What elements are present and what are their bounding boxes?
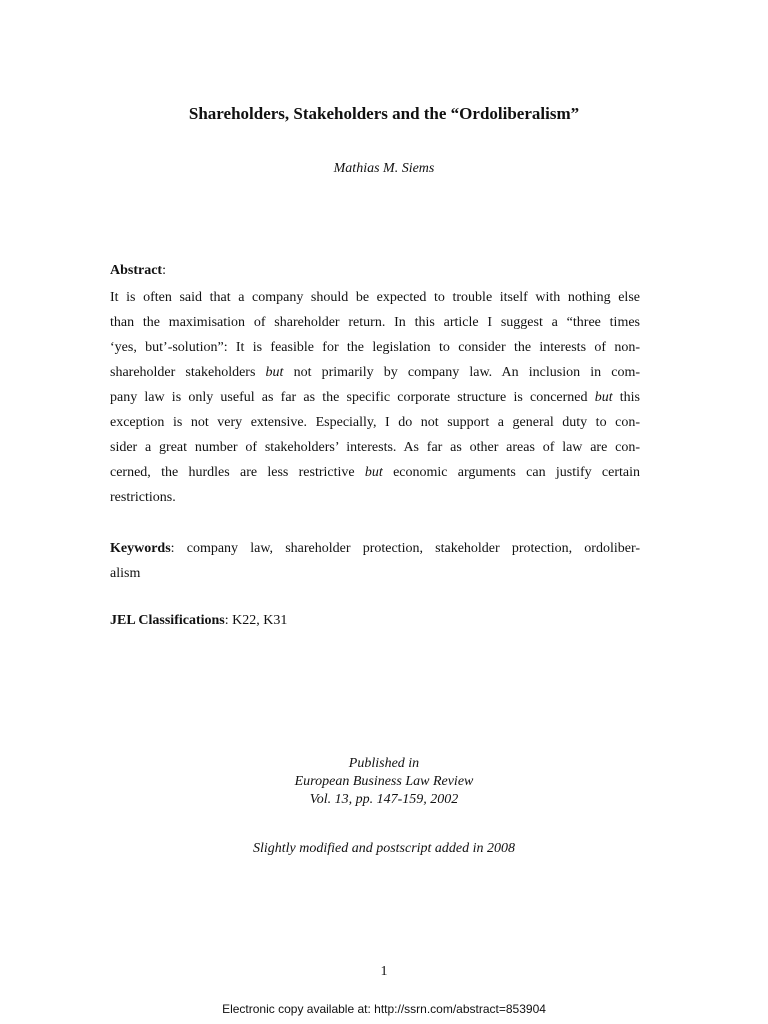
- abstract-text: pany law is only useful as far as the specific corporate structure is concerned: [110, 390, 595, 405]
- abstract-heading-label: Abstract: [110, 263, 163, 278]
- abstract-line: [110, 285, 640, 310]
- abstract-line: [110, 410, 640, 435]
- jel-codes: : K22, K31: [224, 613, 288, 628]
- paper-title: Shareholders, Stakeholders and the “Ordoliberalism”: [188, 104, 580, 123]
- abstract-text: cerned, the hurdles are less restrictive: [110, 465, 365, 480]
- abstract-emphasis: but: [265, 365, 284, 380]
- author-name: Mathias M. Siems: [333, 161, 435, 176]
- abstract-text: exception is not very extensive. Especially, I do not support a general duty to con-: [110, 415, 640, 430]
- abstract-text: than the maximisation of shareholder return. In this article I suggest a “three times: [110, 315, 640, 330]
- publication-volume: Vol. 13, pp. 147-159, 2002: [309, 792, 459, 807]
- publication-journal: European Business Law Review: [294, 774, 474, 789]
- abstract-text: ‘yes, but’-solution”: It is feasible for the legislation to consider the interests of non-: [110, 340, 640, 355]
- keywords-line: [110, 536, 640, 561]
- abstract-line: [110, 385, 640, 410]
- abstract-line: [110, 335, 640, 360]
- abstract-text: not primarily by company law. An inclusion in com-: [283, 365, 640, 380]
- jel-label: JEL Classifications: [110, 613, 225, 628]
- page-number: 1: [380, 964, 388, 979]
- keywords-label: Keywords: [110, 541, 171, 556]
- electronic-copy-footer: Electronic copy available at: http://ssrn.com/abstract=853904: [222, 1002, 546, 1016]
- jel-classifications: [110, 611, 287, 631]
- abstract-heading-colon: :: [162, 263, 166, 278]
- abstract-line: [110, 310, 640, 335]
- abstract-text: shareholder stakeholders: [110, 365, 266, 380]
- abstract-line: [110, 460, 640, 485]
- abstract-text: sider a great number of stakeholders’ interests. As far as other areas of law are con-: [110, 440, 640, 455]
- abstract-text: It is often said that a company should be expected to trouble itself with nothing else: [110, 290, 640, 305]
- publication-info: [0, 755, 768, 809]
- abstract-emphasis: but: [364, 465, 383, 480]
- abstract-emphasis: but: [594, 390, 613, 405]
- abstract-heading: [110, 261, 166, 281]
- keywords-text: : company law, shareholder protection, stakeholder protection, ordoliber-: [170, 541, 640, 556]
- abstract-line: [110, 435, 640, 460]
- keywords-section: [110, 536, 640, 586]
- modification-note: Slightly modified and postscript added in 2008: [252, 841, 516, 856]
- abstract-line: [110, 485, 640, 510]
- abstract-text: this: [612, 390, 640, 405]
- publication-line-published-in: Published in: [348, 756, 420, 771]
- abstract-line: [110, 360, 640, 385]
- abstract-text: economic arguments can justify certain: [382, 465, 640, 480]
- abstract-text: restrictions.: [110, 490, 176, 505]
- keywords-line-continued: alism: [110, 566, 141, 581]
- abstract-body: [110, 285, 640, 510]
